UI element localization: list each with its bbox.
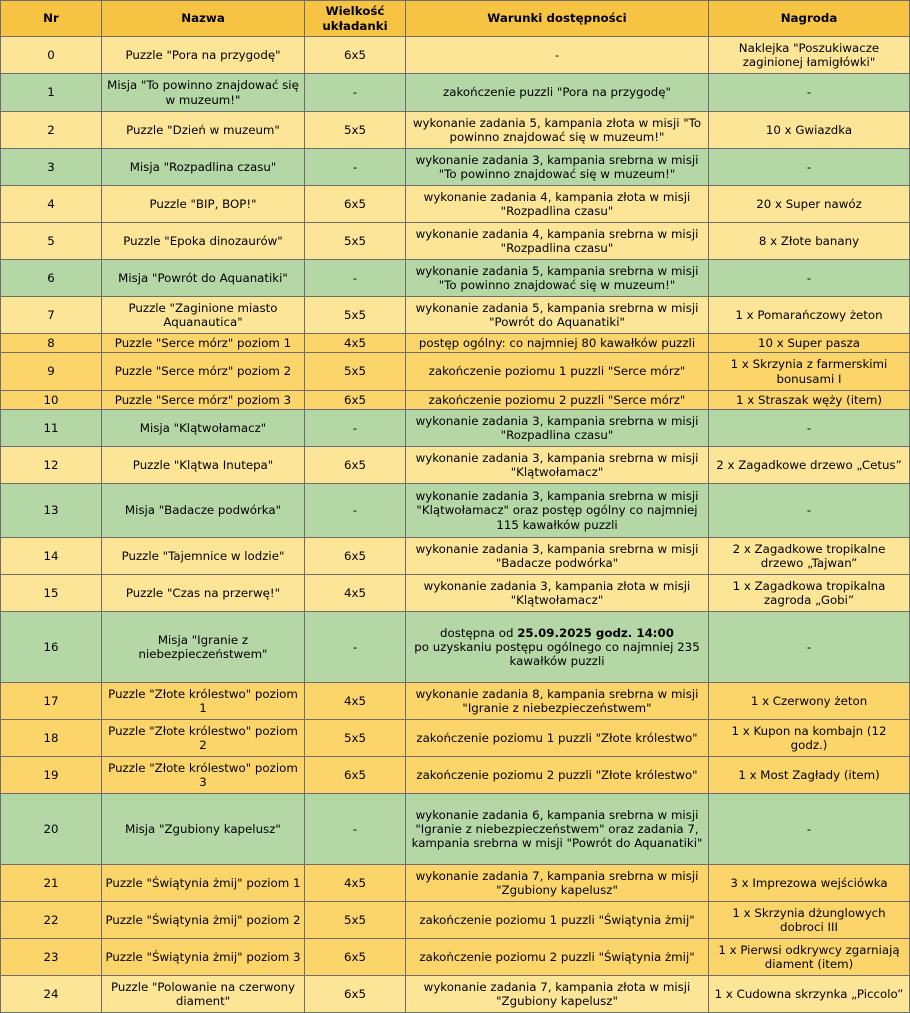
cell-reward: 1 x Skrzynia z farmerskimi bonusami I	[709, 353, 910, 391]
cell-nr: 21	[1, 865, 102, 902]
cell-conditions: wykonanie zadania 6, kampania srebrna w misji "Igranie z niebezpieczeństwem" oraz zadania 7, kampania srebrna w misji "Powrót do Aquanatiki"	[406, 794, 709, 865]
cell-conditions: wykonanie zadania 8, kampania srebrna w misji "Igranie z niebezpieczeństwem"	[406, 683, 709, 720]
table-row	[1, 149, 910, 186]
cell-nr: 11	[1, 410, 102, 447]
cell-reward: Naklejka "Poszukiwacze zaginionej łamigłówki"	[709, 37, 910, 74]
cell-nr: 17	[1, 683, 102, 720]
cell-nr: 2	[1, 112, 102, 149]
cell-size: 5x5	[305, 902, 406, 939]
table-row	[1, 223, 910, 260]
cell-size: 4x5	[305, 334, 406, 353]
cell-name: Misja "Badacze podwórka"	[102, 484, 305, 538]
header-row	[1, 1, 910, 37]
cell-conditions: wykonanie zadania 3, kampania srebrna w misji "Klątwołamacz"	[406, 447, 709, 484]
cell-nr: 12	[1, 447, 102, 484]
cell-nr: 14	[1, 538, 102, 575]
cell-name: Misja "Igranie z niebezpieczeństwem"	[102, 612, 305, 683]
cell-reward: 10 x Super pasza	[709, 334, 910, 353]
cell-name: Puzzle "BIP, BOP!"	[102, 186, 305, 223]
cell-size: 5x5	[305, 112, 406, 149]
cell-nr: 6	[1, 260, 102, 297]
cell-conditions: wykonanie zadania 3, kampania srebrna w misji "Badacze podwórka"	[406, 538, 709, 575]
cell-reward: -	[709, 260, 910, 297]
cell-reward: 1 x Czerwony żeton	[709, 683, 910, 720]
cell-conditions: zakończenie puzzli "Pora na przygodę"	[406, 74, 709, 112]
cell-nr: 8	[1, 334, 102, 353]
cell-nr: 16	[1, 612, 102, 683]
cell-nr: 4	[1, 186, 102, 223]
cell-reward: 1 x Pomarańczowy żeton	[709, 297, 910, 334]
cell-name: Puzzle "Pora na przygodę"	[102, 37, 305, 74]
cell-reward: 1 x Skrzynia dżunglowych dobroci III	[709, 902, 910, 939]
cell-reward: -	[709, 484, 910, 538]
cell-size: -	[305, 410, 406, 447]
table-row	[1, 484, 910, 538]
cell-conditions: zakończenie poziomu 2 puzzli "Świątynia żmij"	[406, 939, 709, 976]
cell-size: 6x5	[305, 447, 406, 484]
cell-conditions: wykonanie zadania 7, kampania złota w misji "Zgubiony kapelusz"	[406, 976, 709, 1013]
table-row	[1, 353, 910, 391]
cell-conditions: zakończenie poziomu 2 puzzli "Złote królestwo"	[406, 757, 709, 794]
cell-size: -	[305, 612, 406, 683]
header-nr: Nr	[1, 1, 102, 37]
cell-nr: 0	[1, 37, 102, 74]
cell-size: 4x5	[305, 865, 406, 902]
table-row	[1, 410, 910, 447]
cell-nr: 23	[1, 939, 102, 976]
cell-reward: -	[709, 74, 910, 112]
cell-size: -	[305, 484, 406, 538]
cell-reward: 1 x Cudowna skrzynka „Piccolo”	[709, 976, 910, 1013]
table-row	[1, 186, 910, 223]
header-reward: Nagroda	[709, 1, 910, 37]
cell-reward: 1 x Pierwsi odkrywcy zgarniają diament (item)	[709, 939, 910, 976]
cell-conditions: wykonanie zadania 3, kampania srebrna w misji "To powinno znajdować się w muzeum!"	[406, 149, 709, 186]
cell-conditions: zakończenie poziomu 1 puzzli "Serce mórz"	[406, 353, 709, 391]
cell-name: Puzzle "Epoka dinozaurów"	[102, 223, 305, 260]
cell-name: Puzzle "Czas na przerwę!"	[102, 575, 305, 612]
table-row	[1, 297, 910, 334]
cell-conditions-prefix: dostępna od	[440, 625, 518, 640]
cell-reward: 1 x Most Zagłady (item)	[709, 757, 910, 794]
table-row	[1, 575, 910, 612]
cell-size: 5x5	[305, 223, 406, 260]
cell-name: Puzzle "Polowanie na czerwony diament"	[102, 976, 305, 1013]
table-row	[1, 37, 910, 74]
cell-nr: 20	[1, 794, 102, 865]
table-row	[1, 902, 910, 939]
header-conditions: Warunki dostępności	[406, 1, 709, 37]
cell-name: Puzzle "Świątynia żmij" poziom 2	[102, 902, 305, 939]
table-row	[1, 391, 910, 410]
cell-conditions: zakończenie poziomu 1 puzzli "Złote królestwo"	[406, 720, 709, 757]
cell-name: Puzzle "Świątynia żmij" poziom 3	[102, 939, 305, 976]
cell-name: Puzzle "Świątynia żmij" poziom 1	[102, 865, 305, 902]
cell-size: 6x5	[305, 757, 406, 794]
cell-reward: 1 x Zagadkowa tropikalna zagroda „Gobi”	[709, 575, 910, 612]
cell-size: -	[305, 74, 406, 112]
cell-nr: 24	[1, 976, 102, 1013]
table-row	[1, 865, 910, 902]
cell-size: 5x5	[305, 353, 406, 391]
cell-conditions: wykonanie zadania 3, kampania srebrna w misji "Rozpadlina czasu"	[406, 410, 709, 447]
cell-name: Puzzle "Zaginione miasto Aquanautica"	[102, 297, 305, 334]
cell-nr: 7	[1, 297, 102, 334]
cell-reward: 2 x Zagadkowe tropikalne drzewo „Tajwan”	[709, 538, 910, 575]
cell-name: Misja "To powinno znajdować się w muzeum!"	[102, 74, 305, 112]
cell-nr: 1	[1, 74, 102, 112]
cell-conditions: wykonanie zadania 3, kampania złota w misji "Klątwołamacz"	[406, 575, 709, 612]
cell-conditions: wykonanie zadania 4, kampania złota w misji "Rozpadlina czasu"	[406, 186, 709, 223]
table-row	[1, 612, 910, 683]
cell-name: Puzzle "Serce mórz" poziom 3	[102, 391, 305, 410]
cell-reward: 8 x Złote banany	[709, 223, 910, 260]
cell-name: Misja "Rozpadlina czasu"	[102, 149, 305, 186]
table-row	[1, 976, 910, 1013]
cell-conditions: wykonanie zadania 5, kampania srebrna w misji "To powinno znajdować się w muzeum!"	[406, 260, 709, 297]
cell-size: 6x5	[305, 939, 406, 976]
table-row	[1, 112, 910, 149]
cell-nr: 3	[1, 149, 102, 186]
cell-nr: 10	[1, 391, 102, 410]
cell-nr: 22	[1, 902, 102, 939]
cell-reward: 20 x Super nawóz	[709, 186, 910, 223]
table-row	[1, 683, 910, 720]
cell-size: -	[305, 260, 406, 297]
cell-conditions: -	[406, 37, 709, 74]
cell-size: 6x5	[305, 976, 406, 1013]
cell-nr: 15	[1, 575, 102, 612]
table-row	[1, 447, 910, 484]
cell-nr: 13	[1, 484, 102, 538]
cell-conditions: postęp ogólny: co najmniej 80 kawałków puzzli	[406, 334, 709, 353]
table-row	[1, 757, 910, 794]
cell-conditions-suffix: po uzyskaniu postępu ogólnego co najmniej 235 kawałków puzzli	[414, 639, 700, 669]
cell-nr: 9	[1, 353, 102, 391]
cell-conditions: zakończenie poziomu 1 puzzli "Świątynia żmij"	[406, 902, 709, 939]
cell-name: Puzzle "Złote królestwo" poziom 1	[102, 683, 305, 720]
cell-size: 6x5	[305, 186, 406, 223]
cell-size: 6x5	[305, 391, 406, 410]
cell-conditions: wykonanie zadania 3, kampania srebrna w misji "Klątwołamacz" oraz postęp ogólny co najmniej 115 kawałków puzzli	[406, 484, 709, 538]
cell-name: Misja "Zgubiony kapelusz"	[102, 794, 305, 865]
cell-conditions: wykonanie zadania 5, kampania srebrna w misji "Powrót do Aquanatiki"	[406, 297, 709, 334]
cell-size: 4x5	[305, 575, 406, 612]
cell-conditions: wykonanie zadania 7, kampania srebrna w misji "Zgubiony kapelusz"	[406, 865, 709, 902]
header-size-line2: układanki	[322, 18, 388, 33]
cell-size: 5x5	[305, 720, 406, 757]
table-row	[1, 260, 910, 297]
cell-reward: -	[709, 149, 910, 186]
cell-conditions	[406, 612, 709, 683]
cell-reward: 1 x Straszak węży (item)	[709, 391, 910, 410]
header-size	[305, 1, 406, 37]
cell-name: Puzzle "Tajemnice w lodzie"	[102, 538, 305, 575]
cell-reward: -	[709, 794, 910, 865]
table-row	[1, 794, 910, 865]
cell-name: Misja "Powrót do Aquanatiki"	[102, 260, 305, 297]
cell-reward: 2 x Zagadkowe drzewo „Cetus”	[709, 447, 910, 484]
cell-reward: 1 x Kupon na kombajn (12 godz.)	[709, 720, 910, 757]
cell-size: 6x5	[305, 538, 406, 575]
cell-conditions: wykonanie zadania 4, kampania srebrna w misji "Rozpadlina czasu"	[406, 223, 709, 260]
table-row	[1, 939, 910, 976]
cell-size: -	[305, 794, 406, 865]
cell-conditions-date: 25.09.2025 godz. 14:00	[517, 625, 674, 640]
table-row	[1, 720, 910, 757]
cell-reward: -	[709, 612, 910, 683]
cell-name: Puzzle "Dzień w muzeum"	[102, 112, 305, 149]
cell-size: 4x5	[305, 683, 406, 720]
cell-name: Puzzle "Serce mórz" poziom 1	[102, 334, 305, 353]
header-name: Nazwa	[102, 1, 305, 37]
header-size-line1: Wielkość	[325, 4, 385, 19]
table-row	[1, 74, 910, 112]
cell-nr: 5	[1, 223, 102, 260]
cell-reward: 3 x Imprezowa wejściówka	[709, 865, 910, 902]
cell-name: Puzzle "Serce mórz" poziom 2	[102, 353, 305, 391]
cell-nr: 18	[1, 720, 102, 757]
cell-name: Misja "Klątwołamacz"	[102, 410, 305, 447]
table-row	[1, 334, 910, 353]
cell-conditions: wykonanie zadania 5, kampania złota w misji "To powinno znajdować się w muzeum!"	[406, 112, 709, 149]
table-row	[1, 538, 910, 575]
cell-reward: -	[709, 410, 910, 447]
cell-size: -	[305, 149, 406, 186]
cell-conditions: zakończenie poziomu 2 puzzli "Serce mórz"	[406, 391, 709, 410]
cell-nr: 19	[1, 757, 102, 794]
cell-name: Puzzle "Klątwa Inutepa"	[102, 447, 305, 484]
cell-name: Puzzle "Złote królestwo" poziom 3	[102, 757, 305, 794]
cell-size: 5x5	[305, 297, 406, 334]
cell-reward: 10 x Gwiazdka	[709, 112, 910, 149]
cell-name: Puzzle "Złote królestwo" poziom 2	[102, 720, 305, 757]
cell-size: 6x5	[305, 37, 406, 74]
